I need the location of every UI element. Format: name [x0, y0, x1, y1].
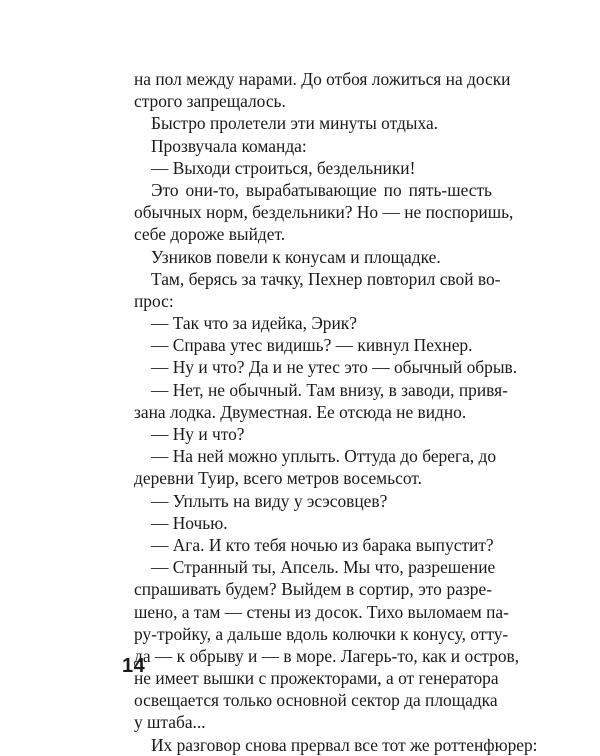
text-line: Прозвучала команда: — [151, 135, 307, 156]
text-line: деревни Туир, всего метров восемьсот. — [134, 468, 422, 489]
text-line: — Ну и что? — [151, 424, 245, 444]
text-line: — Ну и что? Да и не утес это — обычный обрыв. — [151, 357, 518, 378]
text-line: не имеет вышки с прожекторами, а от генератора — [134, 668, 499, 689]
text-line: Быстро пролетели эти минуты отдыха. — [151, 113, 439, 134]
text-line: прос: — [134, 290, 174, 311]
text-line: спрашивать будем? Выйдем в сортир, это разре- — [134, 579, 492, 600]
text-line: строго запрещалось. — [134, 91, 286, 112]
text-line: Узников повели к конусам и площадке. — [151, 246, 441, 267]
text-line: Их разговор снова прервал все тот же роттенфюрер: — [151, 734, 538, 755]
text-line: — Так что за идейка, Эрик? — [151, 313, 357, 334]
text-line: у штаба... — [134, 712, 206, 733]
text-line: шено, а там — стены из досок. Тихо выломаем па- — [134, 601, 509, 622]
text-line: — Нет, не обычный. Там внизу, в заводи, привя- — [151, 379, 508, 400]
text-line: освещается только основной сектор да площадка — [134, 690, 498, 711]
text-line: ру-тройку, а дальше вдоль колючки к конусу, отту- — [134, 623, 509, 644]
text-line: — На ней можно уплыть. Оттуда до берега, до — [151, 446, 497, 467]
text-line: — Выходи строиться, бездельники! — [151, 157, 416, 178]
text-line: — Ага. И кто тебя ночью из барака выпустит? — [151, 534, 494, 555]
text-line: на пол между нарами. До отбоя ложиться на доски — [134, 69, 511, 89]
page-number: 14 — [122, 655, 146, 677]
page-text-block — [134, 68, 538, 756]
text-line: — Уплыть на виду у эсэсовцев? — [151, 490, 388, 511]
text-line: себе дороже выйдет. — [134, 224, 286, 245]
text-line: — Справа утес видишь? — кивнул Пехнер. — [151, 335, 473, 356]
text-line: зана лодка. Двуместная. Ее отсюда не видно. — [134, 401, 467, 422]
text-line: — Ночью. — [151, 512, 228, 533]
text-line: Это они-то, вырабатывающие по пять-шесть — [151, 179, 492, 200]
text-line: обычных норм, бездельники? Но — не поспоришь, — [134, 202, 514, 223]
text-line: — Странный ты, Апсель. Мы что, разрешение — [151, 557, 496, 578]
text-line: да — к обрыву и — в море. Лагерь-то, как и остров, — [134, 645, 520, 666]
text-line: Там, берясь за тачку, Пехнер повторил свой во- — [151, 268, 501, 289]
